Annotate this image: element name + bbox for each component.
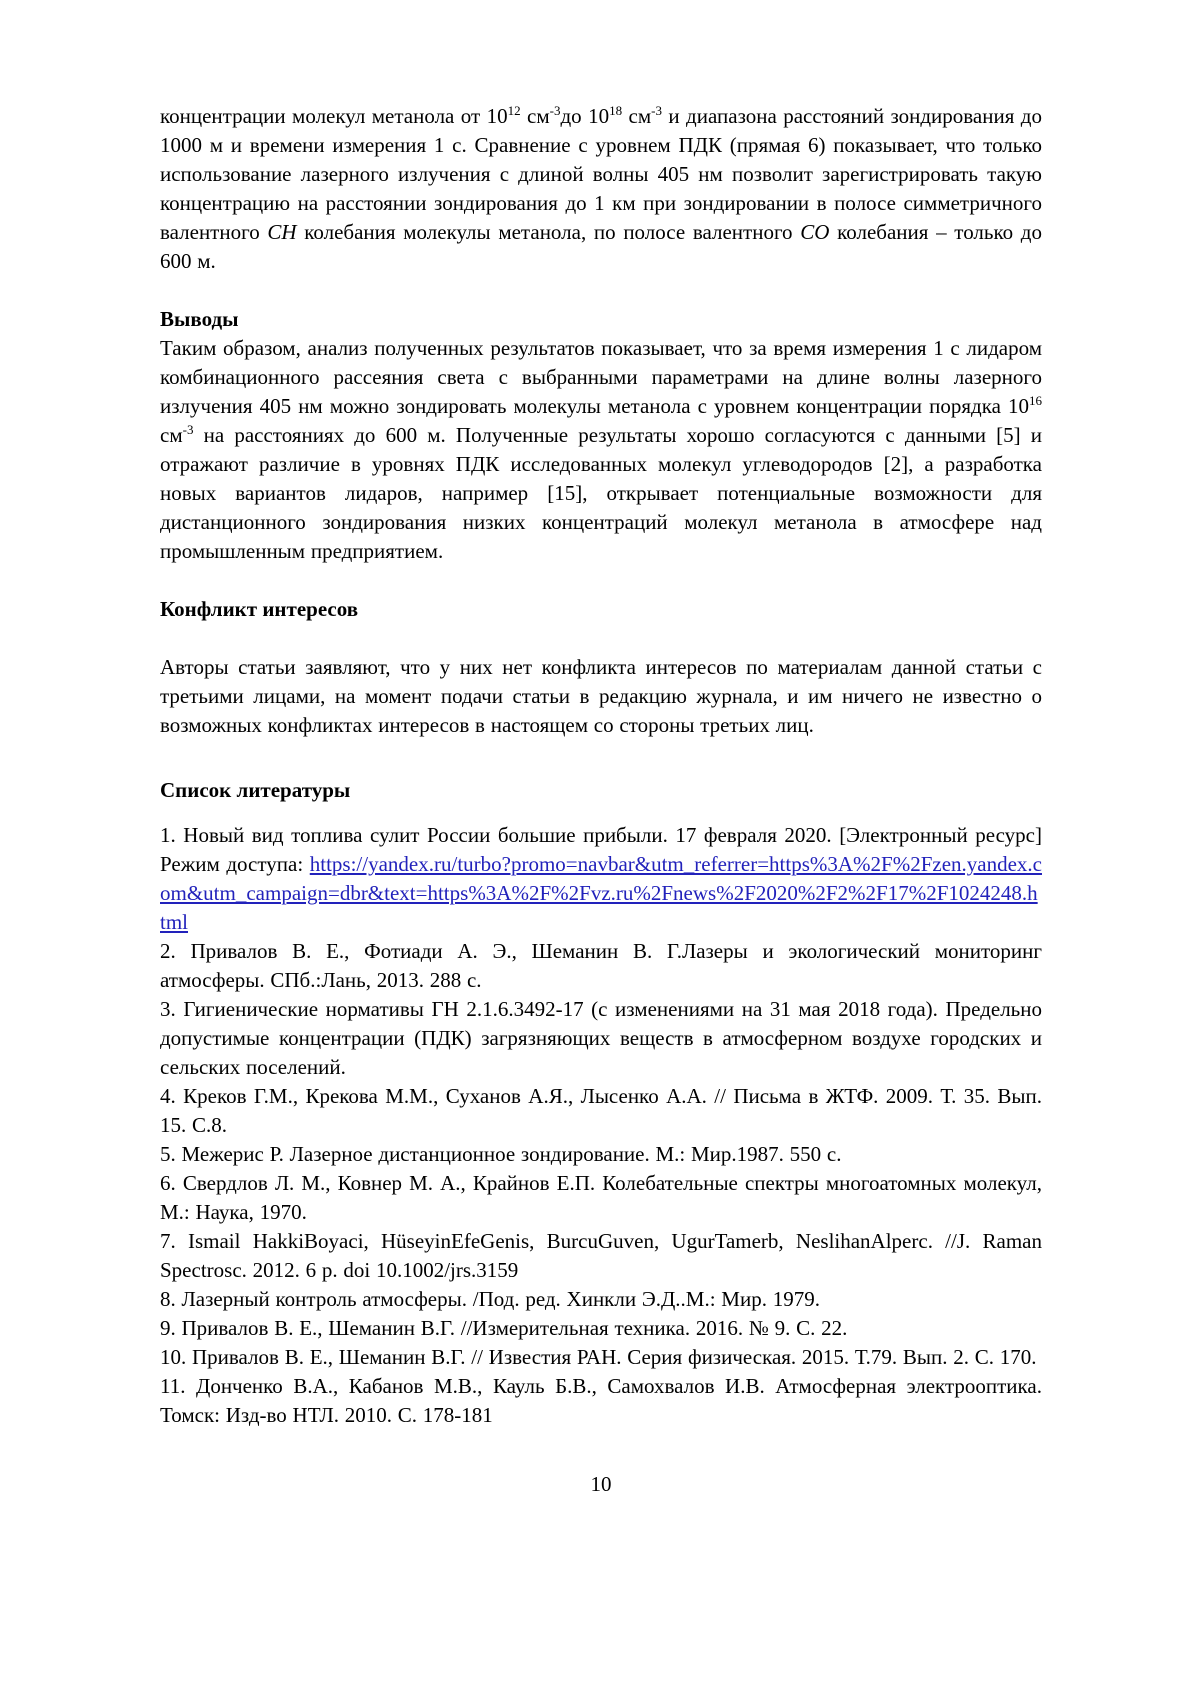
body-text: 11. Донченко В.А., Кабанов М.В., Кауль Б.В., Самохвалов И.В. Атмосферная электрооптика. Томск: Изд-во НТЛ. 2010. С. 178-181 [160, 1374, 1042, 1427]
heading-conflict-of-interest: Конфликт интересов [160, 597, 359, 621]
body-text: 7. Ismail HakkiBoyaci, HüseyinEfeGenis, BurcuGuven, UgurTamerb, NeslihanAlperc. //J. Raman Spectrosc. 2012. 6 p. doi 10.1002/jrs.3159 [160, 1229, 1042, 1282]
body-text: 9. Привалов В. Е., Шеманин В.Г. //Измерительная техника. 2016. № 9. С. 22. [160, 1316, 848, 1340]
italic-text: CO [800, 220, 830, 244]
body-text: см [160, 423, 183, 447]
reference-item-6 [160, 1169, 1042, 1227]
body-text: см [622, 104, 652, 128]
reference-item-4 [160, 1082, 1042, 1140]
reference-item-9 [160, 1314, 1042, 1343]
reference-item-5 [160, 1140, 1042, 1169]
body-text: 6. Свердлов Л. М., Ковнер М. А., Крайнов Е.П. Колебательные спектры многоатомных молекул, М.: Наука, 1970. [160, 1171, 1042, 1224]
body-text: до 10 [560, 104, 610, 128]
reference-item-7 [160, 1227, 1042, 1285]
body-text: 3. Гигиенические нормативы ГН 2.1.6.3492-17 (с изменениями на 31 мая 2018 года). Предельно допустимые концентрации (ПДК) загрязняющих веществ в атмосферном воздухе городских и сельских поселений. [160, 997, 1042, 1079]
paragraph-conflict-of-interest: Авторы статьи заявляют, что у них нет конфликта интересов по материалам данной статьи с третьими лицами, на момент подачи статьи в редакцию журнала, и им ничего не известно о возможных конфликтах интересов в настоящем со стороны третьих лиц. [160, 655, 1042, 737]
heading-references: Список литературы [160, 778, 351, 802]
superscript-text: -3 [182, 422, 194, 437]
body-text: 1. Новый вид топлива сулит России большие прибыли. 17 февраля 2020. [Электронный ресурс] Режим доступа: [160, 823, 1042, 876]
body-text: 4. Креков Г.М., Крекова М.М., Суханов А.Я., Лысенко А.А. // Письма в ЖТФ. 2009. Т. 35. Вып. 15. С.8. [160, 1084, 1042, 1137]
body-text: см [520, 104, 550, 128]
body-text: колебания – только до 600 м. [160, 220, 1042, 273]
reference-item-2 [160, 937, 1042, 995]
reference-item-3 [160, 995, 1042, 1082]
paragraph-conclusions [160, 334, 1042, 566]
superscript-text: 18 [609, 103, 623, 118]
body-text: 2. Привалов В. Е., Фотиади А. Э., Шеманин В. Г.Лазеры и экологический мониторинг атмосферы. СПб.:Лань, 2013. 288 с. [160, 939, 1042, 992]
superscript-text: -3 [549, 103, 561, 118]
body-text: 10. Привалов В. Е., Шеманин В.Г. // Известия РАН. Серия физическая. 2015. Т.79. Вып. 2. С. 170. [160, 1345, 1037, 1369]
superscript-text: -3 [651, 103, 662, 118]
heading-conclusions: Выводы [160, 307, 239, 331]
reference-item-10 [160, 1343, 1042, 1372]
italic-text: CH [267, 220, 297, 244]
reference-item-11 [160, 1372, 1042, 1430]
paragraph-intro [160, 102, 1042, 276]
body-text: концентрации молекул метанола от 10 [160, 104, 508, 128]
references-list [160, 821, 1042, 1430]
body-text: 8. Лазерный контроль атмосферы. /Под. ред. Хинкли Э.Д..М.: Мир. 1979. [160, 1287, 820, 1311]
page-number: 10 [590, 1472, 612, 1496]
superscript-text: 16 [1028, 393, 1042, 408]
superscript-text: 12 [507, 103, 521, 118]
body-text: и диапазона расстояний зондирования до 1000 м и времени измерения 1 с. Сравнение с уровнем ПДК (прямая 6) показывает, что только использование лазерного излучения с длиной волны 405 нм позволит зарегистрировать такую концентрацию на расстоянии зондирования до 1 км при зондировании в полосе симметричного валентного [160, 104, 1042, 244]
reference-url-link[interactable]: https://yandex.ru/turbo?promo=navbar&utm_referrer=https%3A%2F%2Fzen.yandex.com&utm_campaign=dbr&text=https%3A%2F%2Fvz.ru%2Fnews%2F2020%2F2%2F17%2F1024248.html [160, 852, 1042, 934]
body-text: на расстояниях до 600 м. Полученные результаты хорошо согласуются с данными [5] и отражают различие в уровнях ПДК исследованных молекул углеводородов [2], а разработка новых вариантов лидаров, например [15], открывает потенциальные возможности для дистанционного зондирования низких концентраций молекул метанола в атмосфере над промышленным предприятием. [160, 423, 1042, 563]
reference-item-8 [160, 1285, 1042, 1314]
body-text: Таким образом, анализ полученных результатов показывает, что за время измерения 1 с лидаром комбинационного рассеяния света с выбранными параметрами на длине волны лазерного излучения 405 нм можно зондировать молекулы метанола с уровнем концентрации порядка 10 [160, 336, 1042, 418]
reference-item-1 [160, 821, 1042, 937]
body-text: 5. Межерис Р. Лазерное дистанционное зондирование. М.: Мир.1987. 550 с. [160, 1142, 842, 1166]
body-text: колебания молекулы метанола, по полосе валентного [296, 220, 801, 244]
